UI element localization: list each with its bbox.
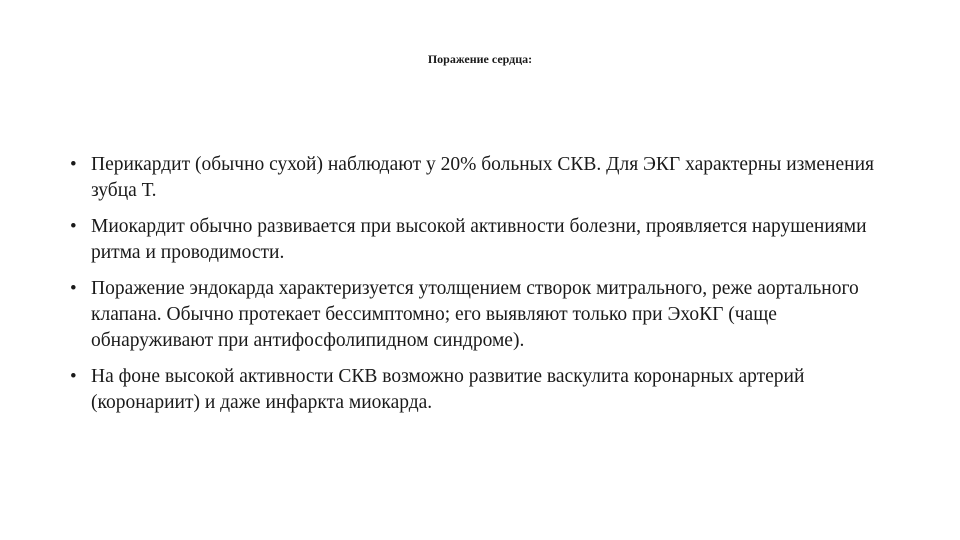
- bullet-item-coronaritis: [70, 364, 900, 416]
- bullet-icon: •: [70, 216, 77, 237]
- bullet-icon: •: [70, 278, 77, 299]
- bullet-icon: •: [70, 366, 77, 387]
- bullet-text: Поражение эндокарда характеризуется утолщением створок митрального, реже аортального клапана. Обычно протекает бессимптомно; его выявляют только при ЭхоКГ (чаще обнаруживают при антифосфолипидном синдроме).: [91, 278, 859, 351]
- bullet-list: [70, 152, 900, 426]
- slide-title: Поражение сердца:: [427, 52, 533, 66]
- bullet-item-myocarditis: [70, 214, 900, 266]
- bullet-text: Перикардит (обычно сухой) наблюдают у 20% больных СКВ. Для ЭКГ характерны изменения зубца Т.: [91, 154, 874, 201]
- bullet-text: На фоне высокой активности СКВ возможно развитие васкулита коронарных артерий (коронариит) и даже инфаркта миокарда.: [91, 366, 805, 413]
- bullet-text: Миокардит обычно развивается при высокой активности болезни, проявляется нарушениями ритма и проводимости.: [91, 216, 867, 263]
- bullet-item-pericarditis: [70, 152, 900, 204]
- bullet-icon: •: [70, 154, 77, 175]
- bullet-item-endocardium: [70, 276, 900, 354]
